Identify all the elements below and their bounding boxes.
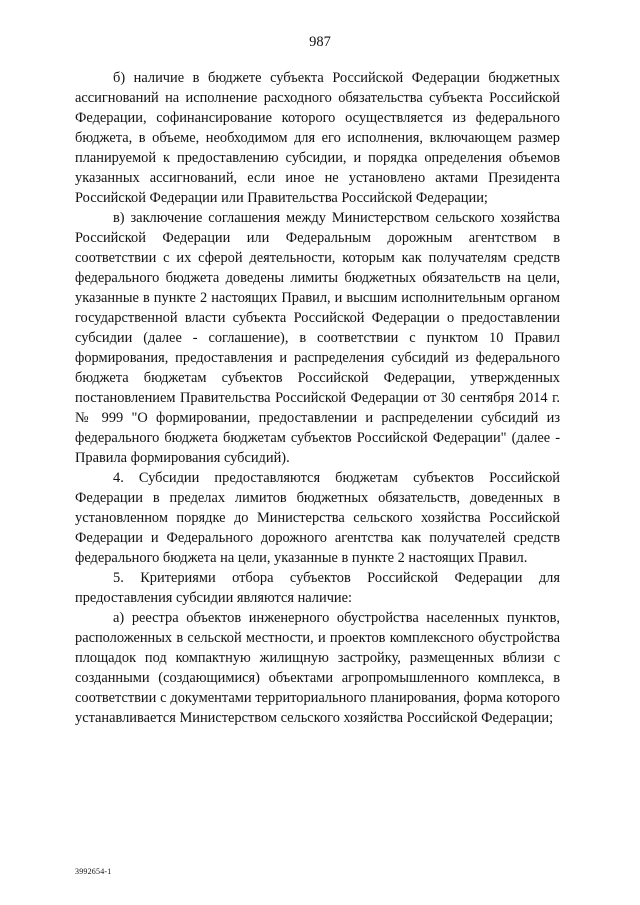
paragraph-item-v: в) заключение соглашения между Министерством сельского хозяйства Российской Федерации или Федеральным дорожным агентством в соответствии с их сферой деятельности, которым как получателям средств федерального бюджета доведены лимиты бюджетных обязательств на цели, указанные в пункте 2 настоящих Правил, и высшим исполнительным органом государственной власти субъекта Российской Федерации о предоставлении субсидии (далее - соглашение), в соответствии с пунктом 10 Правил формирования, предоставления и распределения субсидий из федерального бюджета бюджетам субъектов Российской Федерации, утвержденных постановлением Правительства Российской Федерации от 30 сентября 2014 г. № 999 "О формировании, предоставлении и распределении субсидий из федерального бюджета бюджетам субъектов Российской Федерации" (далее - Правила формирования субсидий). bbox=[75, 210, 560, 466]
paragraph-clause-5: 5. Критериями отбора субъектов Российской Федерации для предоставления субсидии являются наличие: bbox=[75, 570, 560, 606]
page-number: 987 bbox=[309, 34, 331, 50]
document-body bbox=[75, 68, 560, 728]
document-code: 3992654-1 bbox=[75, 867, 112, 876]
paragraph-item-a: а) реестра объектов инженерного обустройства населенных пунктов, расположенных в сельской местности, и проектов комплексного обустройства площадок под компактную жилищную застройку, размещенных вблизи с созданными (создающимися) объектами агропромышленного комплекса, в соответствии с документами территориального планирования, форма которого устанавливается Министерством сельского хозяйства Российской Федерации; bbox=[75, 610, 560, 726]
paragraph-item-b: б) наличие в бюджете субъекта Российской Федерации бюджетных ассигнований на исполнение расходного обязательства субъекта Российской Федерации, софинансирование которого осуществляется из федерального бюджета, в объеме, необходимом для его исполнения, включающем размер планируемой к предоставлению субсидии, и порядка определения объемов указанных ассигнований, если иное не установлено актами Президента Российской Федерации или Правительства Российской Федерации; bbox=[75, 70, 560, 206]
paragraph-clause-4: 4. Субсидии предоставляются бюджетам субъектов Российской Федерации в пределах лимитов бюджетных обязательств, доведенных в установленном порядке до Министерства сельского хозяйства Российской Федерации и Федерального дорожного агентства как получателей средств федерального бюджета на цели, указанные в пункте 2 настоящих Правил. bbox=[75, 470, 560, 566]
